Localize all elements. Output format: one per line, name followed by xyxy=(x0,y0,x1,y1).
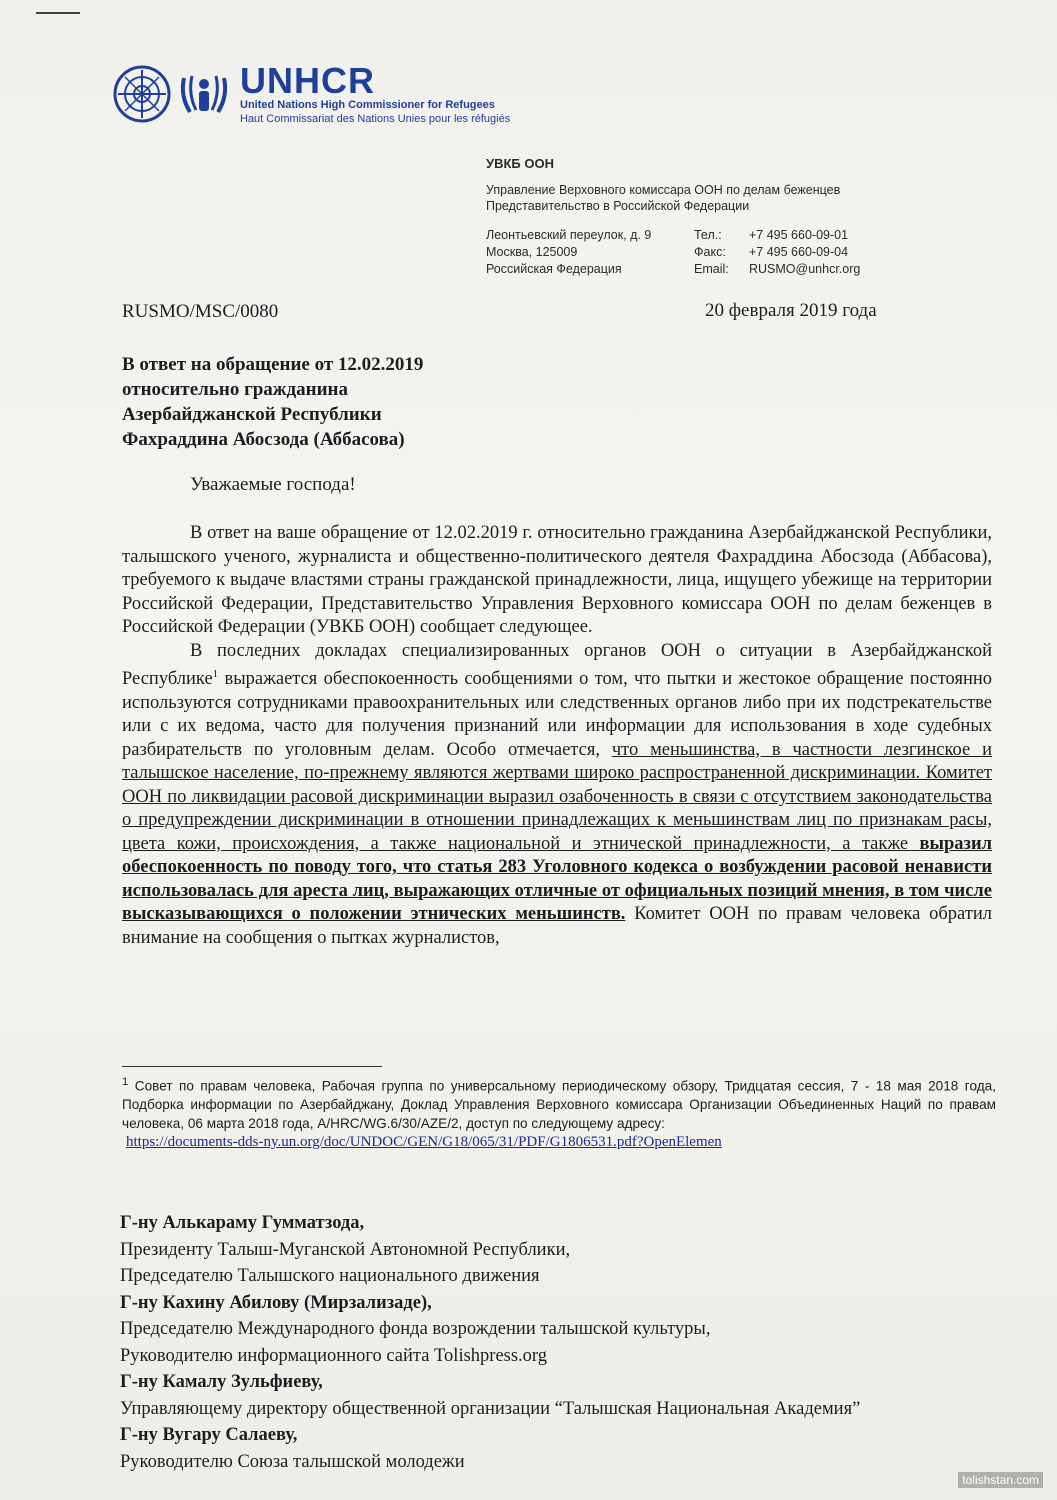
address-line-2: Москва, 125009 xyxy=(486,245,578,259)
tel-value: +7 495 660-09-01 xyxy=(749,228,849,242)
recipient-name: Г-ну Кахину Абилову (Мирзализаде), xyxy=(120,1292,432,1313)
letter-date: 20 февраля 2019 года xyxy=(705,300,877,321)
paragraph-2-underlined: что меньшинства, в частности лезгинское и талышское население, по-прежнему являются жертвами широко распространенной дискриминации. Комитет ООН по ликвидации расовой дискриминации выразил озабоченность в связи с отсутствием законодательства о предупреждении дискриминации в отношении принадлежащих к меньшинствам лиц по признакам расы, цвета кожи, происхождения, а также национальной и этнической принадлежности, а также xyxy=(122,739,992,854)
paragraph-2-text-b: выражается обеспокоенность сообщениями о том, что пытки и жестокое обращение постоянно используются сотрудниками правоохранительных или следственных органов либо при их подстрекательстве или с их ведома, часто для получения признаний или информации для использования в ходе судебных разбирательств по уголовным делам. Особо отмечается, xyxy=(122,669,992,760)
paragraph-2-text-c: Комитет ООН по правам человека обратил внимание на сообщения о пытках журналистов, xyxy=(122,904,992,948)
office-line-1: Управление Верховного комиссара ООН по делам беженцев xyxy=(486,183,841,197)
email-value: RUSMO@unhcr.org xyxy=(749,262,861,276)
recipient-role: Управляющему директору общественной организации “Талышская Национальная Академия” xyxy=(120,1398,861,1419)
unhcr-hands-icon xyxy=(174,64,234,124)
brand-name: UNHCR xyxy=(240,60,375,101)
recipient-name: Г-ну Камалу Зульфиеву, xyxy=(120,1372,323,1392)
subject-block xyxy=(122,352,423,452)
letter-body xyxy=(122,522,992,950)
subject-line-2: относительно гражданина xyxy=(122,379,349,400)
footnote-divider xyxy=(122,1066,382,1067)
subject-line-1: В ответ на обращение от 12.02.2019 xyxy=(122,354,424,375)
fax-label: Факс: xyxy=(694,245,726,259)
recipients-block xyxy=(120,1210,860,1475)
brand-french: Haut Commissariat des Nations Unies pour les réfugiés xyxy=(240,113,511,125)
footnote-link[interactable]: https://documents-dds-ny.un.org/doc/UNDOC/GEN/G18/065/31/PDF/G1806531.pdf?OpenElemen xyxy=(126,1134,722,1151)
recipient-role: Председателю Талышского национального движения xyxy=(120,1266,540,1286)
recipient-role: Руководителю информационного сайта Tolishpress.org xyxy=(120,1345,548,1366)
greeting: Уважаемые господа! xyxy=(190,474,356,495)
site-watermark: tolishstan.com xyxy=(958,1472,1043,1488)
reference-number: RUSMO/MSC/0080 xyxy=(122,301,279,322)
email-label: Email: xyxy=(694,262,729,276)
recipient-role: Председателю Международного фонда возрождении талышской культуры, xyxy=(120,1319,711,1339)
recipient-role: Руководителю Союза талышской молодежи xyxy=(120,1451,465,1472)
footnote-ref: 1 xyxy=(212,668,219,680)
fax-value: +7 495 660-09-04 xyxy=(749,245,849,259)
footnote xyxy=(122,1073,996,1152)
recipient-name: Г-ну Алькараму Гумматзода, xyxy=(120,1213,365,1233)
office-line-2: Представительство в Российской Федерации xyxy=(486,199,750,213)
footnote-text: Совет по правам человека, Рабочая группа по универсальному периодическому обзору, Тридцатая сессия, 7 - 18 мая 2018 года, Подборка информации по Азербайджану, Доклад Управления Верховного комиссара Организации Объединенных Наций по правам человека, 06 марта 2018 года, A/HRC/WG.6/30/AZE/2, доступ по следующему адресу: xyxy=(122,1078,996,1131)
contacts-block xyxy=(694,227,860,278)
paragraph-1: В ответ на ваше обращение от 12.02.2019 г. относительно гражданина Азербайджанской Республики, талышского ученого, журналиста и общественно-политического деятеля Фахраддина Абосзода (Аббасова), требуемого к выдаче властями страны гражданской принадлежности, лица, ищущего убежище на территории Российской Федерации, Представительство Управления Верховного комиссара ООН по делам беженцев в Российской Федерации (УВКБ ООН) сообщает следующее. xyxy=(122,523,992,637)
unhcr-logo xyxy=(112,60,552,128)
recipient-name: Г-ну Вугару Салаеву, xyxy=(120,1425,298,1445)
tel-label: Тел.: xyxy=(694,228,722,242)
paragraph-2-text-a: В последних докладах специализированных органов ООН о ситуации в Азербайджанской Республике xyxy=(122,640,992,690)
address-line-1: Леонтьевский переулок, д. 9 xyxy=(486,228,652,242)
address-block xyxy=(486,227,651,278)
footnote-number: 1 xyxy=(122,1076,129,1088)
paragraph-2-bold-underlined: выразил обеспокоенность по поводу того, что статья 283 Уголовного кодекса о возбуждении расовой ненависти использовалась для ареста лиц, выражающих отличные от официальных позиций мнения, в том числе высказывающихся о положении этнических меньшинств. xyxy=(122,833,992,925)
un-emblem-icon xyxy=(112,64,172,124)
office-block xyxy=(486,156,841,213)
page-edge-mark xyxy=(36,12,80,14)
recipient-role: Президенту Талыш-Муганской Автономной Республики, xyxy=(120,1239,571,1260)
office-short-name: УВКБ ООН xyxy=(486,156,554,171)
brand-english: United Nations High Commissioner for Refugees xyxy=(240,99,495,111)
subject-line-4: Фахраддина Абосзода (Аббасова) xyxy=(122,429,405,450)
address-line-3: Российская Федерация xyxy=(486,262,622,276)
paragraph-2 xyxy=(122,640,992,951)
subject-line-3: Азербайджанской Республики xyxy=(122,404,382,425)
